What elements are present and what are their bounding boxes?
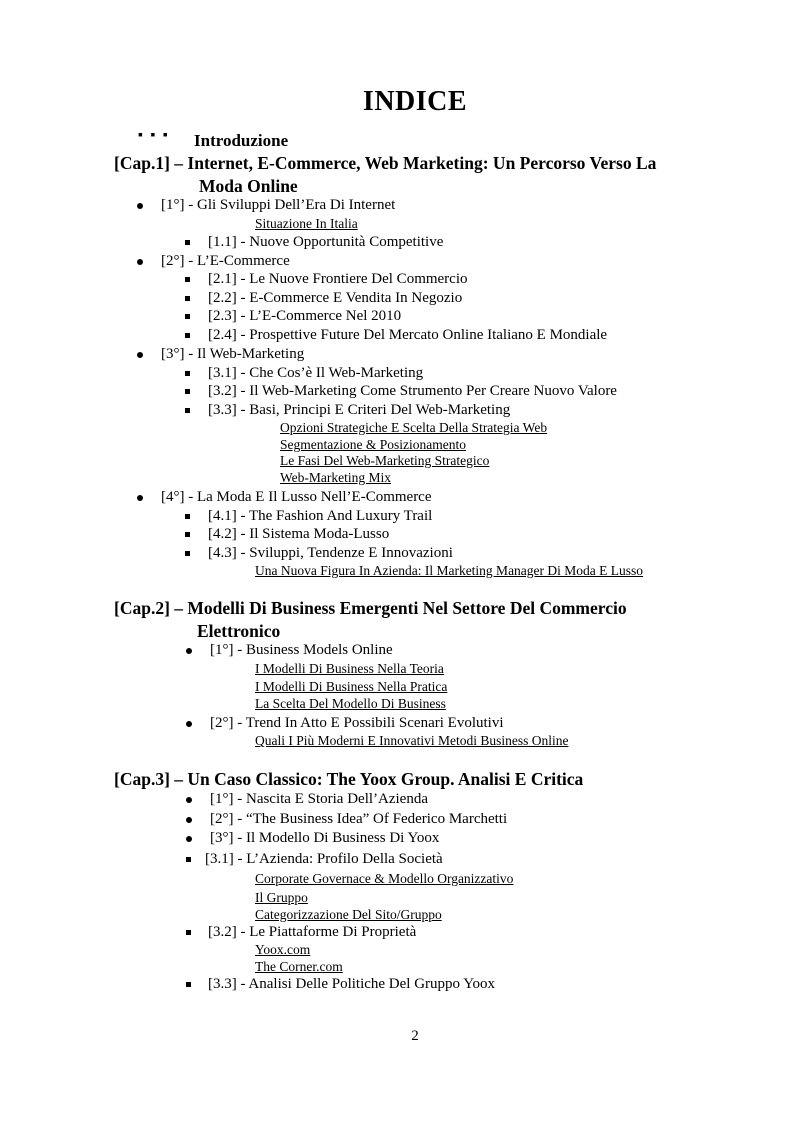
toc-link[interactable]: The Corner.com — [255, 959, 343, 974]
toc-subsection[interactable]: [4.2] - Il Sistema Moda-Lusso — [208, 526, 390, 542]
toc-section[interactable]: [2°] - “The Business Idea” Of Federico Marchetti — [210, 811, 508, 827]
bullet-square-icon — [185, 514, 190, 519]
toc-section[interactable]: [1°] - Gli Sviluppi Dell’Era Di Internet — [161, 197, 396, 213]
toc-link[interactable]: I Modelli Di Business Nella Teoria — [255, 661, 444, 676]
chapter-1-title[interactable]: [Cap.1] – Internet, E-Commerce, Web Marketing: Un Percorso Verso La — [114, 153, 657, 173]
chapter-3-title[interactable]: [Cap.3] – Un Caso Classico: The Yoox Group. Analisi E Critica — [114, 769, 584, 789]
bullet-square-icon — [185, 551, 190, 556]
bullet-square-icon — [185, 389, 190, 394]
toc-link[interactable]: Le Fasi Del Web-Marketing Strategico — [280, 453, 490, 468]
toc-subsection[interactable]: [3.1] - L’Azienda: Profilo Della Società — [205, 851, 443, 867]
intro-bullet-icon: ▪ ▪ ▪ — [138, 128, 170, 143]
toc-link[interactable]: Corporate Governace & Modello Organizzativo — [255, 871, 514, 886]
bullet-square-icon — [186, 982, 191, 987]
bullet-square-icon — [186, 857, 191, 862]
toc-subsection[interactable]: [4.1] - The Fashion And Luxury Trail — [208, 508, 433, 524]
toc-link[interactable]: Yoox.com — [255, 942, 311, 957]
bullet-disc-icon — [186, 797, 192, 803]
bullet-square-icon — [185, 333, 190, 338]
chapter-1-title-cont[interactable]: Moda Online — [199, 176, 298, 196]
toc-subsection[interactable]: [3.2] - Le Piattaforme Di Proprietà — [208, 924, 417, 940]
toc-subsection[interactable]: [2.2] - E-Commerce E Vendita In Negozio — [208, 290, 463, 306]
bullet-disc-icon — [137, 352, 143, 358]
toc-section[interactable]: [2°] - L’E-Commerce — [161, 253, 290, 269]
page-number: 2 — [411, 1028, 419, 1044]
toc-section[interactable]: [2°] - Trend In Atto E Possibili Scenari Evolutivi — [210, 715, 504, 731]
toc-link[interactable]: La Scelta Del Modello Di Business — [255, 696, 446, 711]
toc-subsection[interactable]: [3.2] - Il Web-Marketing Come Strumento Per Creare Nuovo Valore — [208, 383, 617, 399]
bullet-square-icon — [185, 532, 190, 537]
toc-subsection[interactable]: [4.3] - Sviluppi, Tendenze E Innovazioni — [208, 545, 453, 561]
bullet-disc-icon — [186, 721, 192, 727]
toc-subsection[interactable]: [3.3] - Analisi Delle Politiche Del Gruppo Yoox — [208, 976, 496, 992]
toc-subsection[interactable]: [3.3] - Basi, Principi E Criteri Del Web-Marketing — [208, 402, 511, 418]
toc-link[interactable]: Segmentazione & Posizionamento — [280, 437, 466, 452]
bullet-square-icon — [185, 277, 190, 282]
bullet-square-icon — [186, 930, 191, 935]
toc-subsection[interactable]: [2.3] - L’E-Commerce Nel 2010 — [208, 308, 402, 324]
chapter-2-title[interactable]: [Cap.2] – Modelli Di Business Emergenti Nel Settore Del Commercio — [114, 598, 627, 618]
bullet-disc-icon — [186, 817, 192, 823]
bullet-square-icon — [185, 408, 190, 413]
toc-intro[interactable]: Introduzione — [194, 131, 289, 150]
toc-link[interactable]: I Modelli Di Business Nella Pratica — [255, 679, 448, 694]
chapter-2-title-cont[interactable]: Elettronico — [197, 621, 281, 641]
bullet-square-icon — [185, 371, 190, 376]
toc-link[interactable]: Il Gruppo — [255, 890, 308, 905]
toc-section[interactable]: [4°] - La Moda E Il Lusso Nell’E-Commerce — [161, 489, 432, 505]
page-title: INDICE — [362, 86, 468, 117]
toc-section[interactable]: [1°] - Business Models Online — [210, 642, 393, 658]
toc-link[interactable]: Opzioni Strategiche E Scelta Della Strategia Web — [280, 420, 548, 435]
toc-subsection[interactable]: [1.1] - Nuove Opportunità Competitive — [208, 234, 444, 250]
bullet-disc-icon — [137, 203, 143, 209]
toc-subsection[interactable]: [2.1] - Le Nuove Frontiere Del Commercio — [208, 271, 468, 287]
toc-link[interactable]: Situazione In Italia — [255, 216, 358, 231]
toc-section[interactable]: [1°] - Nascita E Storia Dell’Azienda — [210, 791, 428, 807]
toc-link[interactable]: Quali I Più Moderni E Innovativi Metodi Business Online — [255, 733, 569, 748]
toc-link[interactable]: Una Nuova Figura In Azienda: Il Marketing Manager Di Moda E Lusso — [255, 563, 644, 578]
toc-section[interactable]: [3°] - Il Modello Di Business Di Yoox — [210, 830, 440, 846]
toc-subsection[interactable]: [3.1] - Che Cos’è Il Web-Marketing — [208, 365, 424, 381]
bullet-square-icon — [185, 296, 190, 301]
toc-link[interactable]: Web-Marketing Mix — [280, 470, 392, 485]
bullet-square-icon — [185, 314, 190, 319]
toc-section[interactable]: [3°] - Il Web-Marketing — [161, 346, 305, 362]
bullet-disc-icon — [137, 259, 143, 265]
toc-subsection[interactable]: [2.4] - Prospettive Future Del Mercato Online Italiano E Mondiale — [208, 327, 608, 343]
bullet-disc-icon — [186, 648, 192, 654]
bullet-disc-icon — [137, 495, 143, 501]
bullet-disc-icon — [186, 836, 192, 842]
toc-link[interactable]: Categorizzazione Del Sito/Gruppo — [255, 907, 442, 922]
bullet-square-icon — [185, 240, 190, 245]
